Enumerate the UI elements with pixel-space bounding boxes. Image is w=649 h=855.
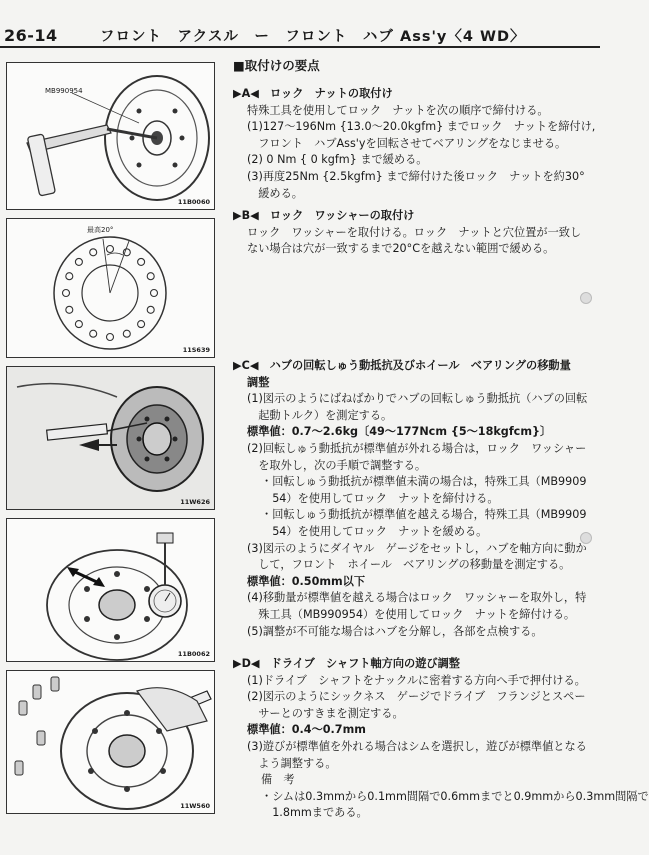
text-line: 1.8mmまである。 bbox=[261, 806, 368, 820]
page-title: フロント アクスル ー フロント ハブ Ass'y〈4 WD〉 bbox=[100, 29, 526, 45]
figure-spring-scale bbox=[6, 366, 215, 510]
section-b bbox=[233, 208, 591, 258]
washer-hole bbox=[90, 330, 97, 337]
angle-label: 最高20° bbox=[87, 226, 114, 234]
section-c bbox=[233, 358, 591, 640]
washer-hole bbox=[75, 321, 82, 328]
text-line: ・シムは0.3mmから0.1mm間隔で0.6mmまでと0.9mmから0.3mm間隔で bbox=[261, 789, 649, 803]
section-a-heading: ▶A◀ ロック ナットの取付け bbox=[233, 87, 393, 100]
washer-hole bbox=[66, 306, 73, 313]
section-d-heading: ▶D◀ ドライブ シャフト軸方向の遊び調整 bbox=[233, 657, 460, 670]
text-line: よう調整する。 bbox=[247, 756, 337, 770]
washer-hole bbox=[75, 258, 82, 265]
text-line: (2)図示のようにシックネス ゲージでドライブ フランジとスペー bbox=[247, 690, 586, 704]
figure-code: 11B0060 bbox=[177, 198, 210, 206]
washer-hole bbox=[63, 290, 70, 297]
washer-hole bbox=[66, 273, 73, 280]
section-b-heading: ▶B◀ ロック ワッシャーの取付け bbox=[233, 209, 415, 222]
figure-thickness-gauge bbox=[6, 670, 215, 814]
washer-hole bbox=[123, 330, 130, 337]
figure-lock-washer bbox=[6, 218, 215, 358]
spring-scale-illustration bbox=[7, 367, 214, 509]
remarks-label: 備 考 bbox=[261, 773, 295, 787]
text-line: 54）を使用してロック ナットを緩める。 bbox=[261, 524, 488, 538]
text-line: ・回転しゅう動抵抗が標準値未満の場合は，特殊工具（MB9909 bbox=[261, 475, 587, 489]
text-line: (1)図示のようにばねばかりでハブの回転しゅう動抵抗（ハブの回転 bbox=[247, 392, 588, 406]
tool-label: MB990954 bbox=[45, 87, 83, 95]
text-line: (1)ドライブ シャフトをナックルに密着する方向へ手で押付ける。 bbox=[247, 673, 586, 687]
figure-code: 11W626 bbox=[180, 498, 210, 506]
text-line: 調整 bbox=[247, 375, 270, 389]
washer-hole bbox=[138, 258, 145, 265]
text-line: 起動トルク）を測定する。 bbox=[247, 408, 393, 422]
text-line: (4)移動量が標準値を越える場合はロック ワッシャーを取外し，特 bbox=[247, 591, 587, 605]
lock-nut-illustration bbox=[7, 63, 214, 209]
binder-hole bbox=[580, 292, 592, 304]
figure-dial-gauge bbox=[6, 518, 215, 662]
section-c-heading: ▶C◀ ハブの回転しゅう動抵抗及びホイール ベアリングの移動量 bbox=[233, 359, 571, 372]
figure-code: 11B0062 bbox=[177, 650, 210, 658]
header-rule bbox=[0, 46, 600, 48]
text-line: 54）を使用してロック ナットを締付ける。 bbox=[261, 491, 499, 505]
section-a bbox=[233, 86, 596, 202]
washer-hole bbox=[90, 249, 97, 256]
dial-gauge-illustration bbox=[7, 519, 214, 661]
text-line: (1)127～196Nm {13.0～20.0kgfm} までロック ナットを締付け, bbox=[247, 120, 596, 134]
washer-hole bbox=[151, 290, 158, 297]
main-content bbox=[233, 58, 591, 82]
text-line: (3)図示のようにダイヤル ゲージをセットし，ハブを軸方向に動か bbox=[247, 541, 587, 555]
standard-value: 標準値：0.7～2.6kg〔49～177Ncm {5～18kgfcm}〕 bbox=[247, 425, 552, 439]
lock-washer-illustration bbox=[7, 219, 214, 357]
text-line: (3)再度25Nm {2.5kgfm} まで締付けた後ロック ナットを約30° bbox=[247, 169, 585, 183]
standard-value: 標準値：0.4～0.7mm bbox=[247, 723, 366, 737]
text-line: サーとのすきまを測定する。 bbox=[247, 706, 404, 720]
section-d bbox=[233, 656, 649, 822]
figure-code: 11S639 bbox=[182, 346, 210, 354]
washer-hole bbox=[107, 334, 114, 341]
washer-hole bbox=[147, 306, 154, 313]
washer-hole bbox=[147, 273, 154, 280]
washer-hole bbox=[138, 321, 145, 328]
text-line: ロック ワッシャーを取付ける。ロック ナットと穴位置が一致し bbox=[247, 225, 582, 239]
text-line: (2)回転しゅう動抵抗が標準値が外れる場合は，ロック ワッシャー bbox=[247, 441, 587, 455]
text-line: (5)調整が不可能な場合はハブを分解し，各部を点検する。 bbox=[247, 624, 543, 638]
text-line: 殊工具（MB990954）を使用してロック ナットを締付ける。 bbox=[247, 607, 576, 621]
page-number: 26-14 bbox=[4, 26, 58, 45]
text-line: フロント ハブAss'yを回転させてベアリングをなじませる。 bbox=[247, 136, 567, 150]
text-line: (3)遊びが標準値を外れる場合はシムを選択し，遊びが標準値となる bbox=[247, 739, 587, 753]
thickness-gauge-illustration bbox=[7, 671, 214, 813]
section-heading: ■取付けの要点 bbox=[233, 58, 320, 73]
text-line: 特殊工具を使用してロック ナットを次の順序で締付ける。 bbox=[247, 103, 549, 117]
text-line: 緩める。 bbox=[247, 186, 303, 200]
page-header bbox=[0, 0, 600, 48]
text-line: して，フロント ホイール ベアリングの移動量を測定する。 bbox=[247, 558, 571, 572]
text-line: (2) 0 Nm { 0 kgfm} まで緩める。 bbox=[247, 153, 428, 167]
standard-value: 標準値：0.50mm以下 bbox=[247, 574, 366, 588]
text-line: ・回転しゅう動抵抗が標準値を越える場合，特殊工具（MB9909 bbox=[261, 508, 587, 522]
figure-code: 11W560 bbox=[180, 802, 210, 810]
text-line: を取外し，次の手順で調整する。 bbox=[247, 458, 427, 472]
text-line: ない場合は穴が一致するまで20°Cを越えない範囲で緩める。 bbox=[247, 242, 555, 256]
washer-hole bbox=[107, 246, 114, 253]
figure-lock-nut-install bbox=[6, 62, 215, 210]
